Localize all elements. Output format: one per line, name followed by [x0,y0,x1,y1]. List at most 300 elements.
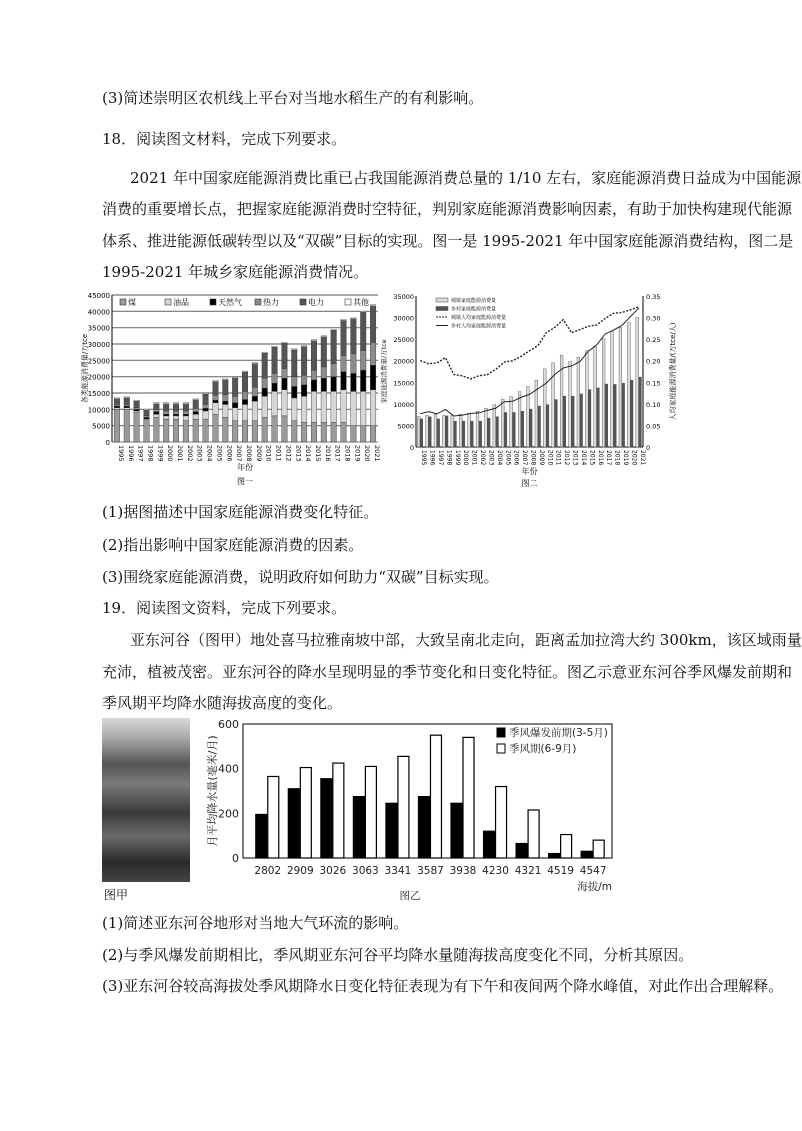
x-tick-label: 2004 [205,445,214,462]
legend-label: 煤 [128,298,136,307]
bar-其他 [154,403,160,404]
bar-其他 [292,349,298,350]
bar-其他 [370,305,376,306]
bar-煤 [144,421,150,442]
bar-油品 [203,411,209,419]
bar-其他 [311,340,317,341]
legend-label: 城镇家庭能源消费量 [451,298,497,304]
bar-季风期(6-9月) [300,768,311,858]
bar-煤 [370,426,376,442]
bar-电力 [203,394,209,404]
y-tick-label: 15000 [393,379,414,388]
y-tick-label: 0 [105,439,110,447]
legend-label: 天然气 [218,298,242,307]
x-tick-label: 1997 [136,445,145,462]
bar-天然气 [272,383,278,391]
bar-城镇家庭能源消费量 [493,405,496,447]
bar-热力 [262,378,268,388]
x-axis-label: 年份 [521,467,538,476]
legend-label: 乡村人均家庭能源消费量 [451,323,507,330]
bar-电力 [282,343,288,368]
bar-煤 [242,421,248,442]
bar-天然气 [193,412,199,415]
y-right-tick-label: 0.05 [646,422,661,431]
bar-天然气 [331,377,337,392]
bar-煤 [360,426,366,442]
x-tick-label: 2014 [304,445,313,462]
x-tick-label: 2005 [215,445,224,462]
bar-油品 [183,416,189,421]
y-tick-label: 5000 [92,422,110,431]
bar-热力 [321,367,327,378]
bar-其他 [252,363,258,364]
bar-油品 [301,396,307,422]
bar-城镇家庭能源消费量 [417,417,420,447]
bar-热力 [272,373,278,383]
q19-paragraph-line: 亚东河谷（图甲）地处喜马拉雅南坡中部，大致呈南北走向，距离孟加拉湾大约 300km，该区域雨量 [130,631,802,649]
bar-煤 [183,421,189,442]
y-tick-label: 35000 [393,293,414,301]
bar-其他 [134,400,140,401]
x-tick-label: 2013 [294,445,303,462]
y-right-tick-label: 0.20 [646,357,661,366]
y-tick-label: 10000 [393,400,414,409]
q19-title: 19．阅读图文资料，完成下列要求。 [102,599,347,617]
bar-乡村家庭能源消费量 [504,412,507,447]
x-tick-label: 4321 [514,865,542,877]
bar-季风期(6-9月) [333,763,344,858]
bar-油品 [213,403,219,414]
x-tick-label: 2009 [254,445,263,462]
x-tick-label: 2016 [323,445,332,462]
legend-label: 季风期(6-9月) [509,743,577,755]
bar-城镇家庭能源消费量 [543,369,546,447]
bar-电力 [331,330,337,363]
bar-城镇家庭能源消费量 [426,416,429,447]
y-axis-label: 家庭能源消费量/万tce [380,339,388,404]
bar-电力 [154,404,160,410]
bar-季风期(6-9月) [463,737,474,858]
bar-乡村家庭能源消费量 [462,421,465,447]
bar-热力 [331,364,337,377]
bar-乡村家庭能源消费量 [546,405,549,447]
x-tick-label: 2020 [630,450,638,466]
legend-label: 油品 [173,298,189,307]
x-tick-label: 1998 [146,445,155,462]
x-tick-label: 4547 [579,865,607,877]
q18-paragraph-line: 2021 年中国家庭能源消费比重已占我国能源消费总量的 1/10 左右，家庭能源消费日益成为中国能源 [130,169,802,187]
y-tick-label: 35000 [87,324,110,333]
q19-paragraph-line: 充沛，植被茂密。亚东河谷的降水呈现明显的季节变化和日变化特征。图乙示意亚东河谷季风爆发前期和 [102,663,793,681]
bar-城镇家庭能源消费量 [594,347,597,447]
bar-其他 [163,403,169,404]
bar-电力 [114,399,120,405]
bar-油品 [341,390,347,423]
bar-电力 [370,306,376,343]
bar-油品 [252,401,258,421]
y-tick-label: 30000 [393,314,414,323]
bar-乡村家庭能源消费量 [454,421,457,447]
legend-swatch [497,728,505,737]
bar-城镇家庭能源消费量 [442,416,445,447]
q19-question-2: (2)与季风爆发前期相比，季风期亚东河谷平均降水量随海拔高度变化不同，分析其原因。 [102,946,694,964]
bar-天然气 [114,406,120,408]
x-tick-label: 1998 [445,450,453,466]
x-tick-label: 2010 [546,450,554,466]
bar-天然气 [301,385,307,396]
x-tick-label: 1999 [156,445,165,462]
bar-季风爆发前期(3-5月) [451,803,462,858]
bar-煤 [124,409,130,442]
bar-乡村家庭能源消费量 [538,406,541,447]
bar-季风爆发前期(3-5月) [549,854,560,858]
y-tick-label: 400 [218,762,239,776]
y-tick-label: 40000 [87,308,110,317]
legend-swatch [300,299,306,305]
bar-乡村家庭能源消费量 [555,400,558,447]
x-tick-label: 2001 [470,450,478,466]
bar-油品 [282,390,288,416]
bar-煤 [311,422,317,442]
bar-乡村家庭能源消费量 [470,421,473,447]
bar-油品 [223,404,229,417]
bar-热力 [134,408,140,410]
bar-乡村家庭能源消费量 [521,411,524,447]
chart-figure-2 [380,286,683,491]
bar-天然气 [134,409,140,411]
x-tick-label: 2000 [462,450,470,466]
y-tick-label: 0 [232,852,239,865]
chart-precipitation [200,712,620,904]
y-tick-label: 30000 [87,341,110,349]
bar-季风爆发前期(3-5月) [386,803,397,858]
bar-城镇家庭能源消费量 [569,362,572,447]
y-axis-label: 各类能源消费量/万tce [81,333,89,404]
bar-煤 [193,419,199,442]
y-tick-label: 600 [218,718,239,731]
x-tick-label: 1995 [420,450,428,466]
bar-城镇家庭能源消费量 [510,397,513,447]
bar-乡村家庭能源消费量 [588,390,591,447]
bar-油品 [134,411,140,413]
bar-电力 [124,398,130,405]
chart-figure-1 [82,286,387,491]
bar-油品 [351,391,357,425]
bar-煤 [292,421,298,442]
bar-油品 [292,398,298,421]
x-tick-label: 2002 [479,450,487,466]
bar-乡村家庭能源消费量 [639,377,642,447]
bar-电力 [262,353,268,378]
x-tick-label: 2007 [235,445,244,462]
bar-热力 [232,396,238,403]
bar-天然气 [321,378,327,391]
bar-油品 [321,391,327,422]
bar-其他 [144,409,150,410]
q18-question-1: (1)据图描述中国家庭能源消费变化特征。 [102,503,379,521]
bar-乡村家庭能源消费量 [613,384,616,447]
bar-城镇家庭能源消费量 [434,414,437,447]
y-tick-label: 5000 [397,422,414,431]
bar-油品 [163,416,169,419]
bar-天然气 [351,373,357,391]
bar-油品 [144,419,150,421]
x-tick-label: 2010 [264,445,273,462]
bar-天然气 [163,414,169,416]
bar-其他 [124,397,130,398]
bar-乡村家庭能源消费量 [580,394,583,447]
bar-其他 [351,318,357,319]
bar-季风期(6-9月) [398,756,409,858]
x-tick-label: 2012 [563,450,571,466]
x-tick-label: 2003 [487,450,495,466]
bar-乡村家庭能源消费量 [529,409,532,447]
bar-季风爆发前期(3-5月) [516,843,527,858]
bar-热力 [114,404,120,406]
x-tick-label: 2007 [521,450,529,466]
x-tick-label: 3026 [319,865,347,877]
bar-热力 [351,354,357,374]
legend-swatch [210,299,216,305]
legend-swatch [436,307,448,311]
y-axis-label: 月平均降水量(毫米/月) [206,735,219,847]
x-tick-label: 2001 [176,445,185,462]
bar-城镇家庭能源消费量 [577,357,580,447]
bar-乡村家庭能源消费量 [513,412,516,447]
bar-城镇家庭能源消费量 [627,323,630,447]
bar-电力 [272,347,278,373]
x-tick-label: 2016 [596,450,604,466]
q18-title: 18．阅读图文材料，完成下列要求。 [102,130,347,148]
bar-季风期(6-9月) [496,787,507,858]
bar-其他 [321,336,327,337]
bar-天然气 [370,365,376,390]
bar-煤 [272,416,278,442]
bar-煤 [331,422,337,442]
bar-城镇家庭能源消费量 [459,414,462,447]
bar-天然气 [252,396,258,401]
y-right-axis-label: 人均家庭能源消费量/(万tce/人) [669,322,677,421]
legend-swatch [255,299,261,305]
bar-油品 [173,416,179,419]
bar-城镇家庭能源消费量 [518,392,521,447]
bar-煤 [213,414,219,442]
bar-电力 [311,341,317,370]
bar-油品 [114,408,120,410]
photo-caption: 图甲 [104,888,129,902]
bar-天然气 [311,380,317,391]
x-tick-label: 3063 [352,865,379,877]
bar-季风爆发前期(3-5月) [353,797,364,858]
legend-label: 城镇人均家庭能源消费量 [451,315,507,321]
bar-煤 [134,413,140,442]
bar-电力 [144,410,150,416]
bar-电力 [223,380,229,395]
legend-label: 电力 [308,298,324,307]
x-tick-label: 4230 [482,865,509,877]
legend-swatch [165,299,171,305]
bar-热力 [301,375,307,385]
bar-其他 [272,346,278,347]
bar-季风爆发前期(3-5月) [288,789,299,858]
bar-煤 [203,419,209,442]
bar-城镇家庭能源消费量 [468,413,471,447]
q17-question-3: (3)简述崇明区农机线上平台对当地水稻生产的有利影响。 [102,89,484,107]
bar-城镇家庭能源消费量 [636,318,639,447]
bar-热力 [282,369,288,379]
q18-paragraph-line: 消费的重要增长点，把握家庭能源消费时空特征，判别家庭能源消费影响因素，有助于加快构建现代能源 [102,200,793,218]
bar-其他 [193,399,199,400]
bar-煤 [262,418,268,443]
bar-电力 [183,404,189,411]
x-tick-label: 2017 [605,450,613,466]
bar-乡村家庭能源消费量 [479,421,482,447]
x-tick-label: 2802 [254,865,282,877]
bar-煤 [301,422,307,442]
x-tick-label: 2013 [571,450,579,466]
x-tick-label: 3587 [417,865,444,877]
bar-油品 [370,390,376,426]
bar-其他 [173,403,179,404]
bar-天然气 [144,418,150,420]
x-tick-label: 1996 [126,445,135,462]
x-tick-label: 2020 [363,445,372,462]
bar-季风爆发前期(3-5月) [256,814,267,858]
y-right-tick-label: 0.30 [646,314,661,323]
bar-电力 [232,378,238,396]
bar-城镇家庭能源消费量 [485,408,488,447]
bar-油品 [262,396,268,417]
bar-城镇家庭能源消费量 [602,339,605,447]
x-tick-label: 2018 [343,445,352,462]
y-right-tick-label: 0 [646,444,651,452]
bar-热力 [292,377,298,387]
x-tick-label: 2021 [638,450,646,466]
bar-油品 [331,391,337,422]
x-tick-label: 2009 [537,450,545,466]
bar-油品 [154,414,160,417]
x-tick-label: 2017 [333,445,342,462]
legend-label: 乡村家庭能源消费量 [451,306,497,313]
bar-热力 [124,404,130,406]
q18-paragraph-line: 体系、推进能源低碳转型以及“双碳”目标的实现。图一是 1995-2021 年中国家庭能源消费结构，图二是 [102,232,794,250]
bar-煤 [163,419,169,442]
bar-热力 [311,370,317,380]
bar-城镇家庭能源消费量 [619,327,622,447]
x-tick-label: 2018 [613,450,621,466]
bar-城镇家庭能源消费量 [611,331,614,447]
x-tick-label: 3938 [449,865,477,877]
q19-paragraph-line: 季风期平均降水随海拔高度的变化。 [102,694,343,712]
y-tick-label: 25000 [87,357,110,366]
bar-其他 [114,398,120,399]
legend-swatch [497,744,505,753]
bar-季风期(6-9月) [593,840,604,858]
bar-电力 [252,364,258,388]
legend-swatch [120,299,126,305]
x-tick-label: 2006 [225,445,234,462]
y-tick-label: 20000 [87,373,110,382]
bar-煤 [173,419,179,442]
bar-热力 [183,411,189,414]
bar-热力 [360,351,366,371]
x-tick-label: 2004 [495,450,503,466]
y-tick-label: 15000 [87,390,110,398]
bar-电力 [242,372,248,391]
bar-其他 [262,352,268,353]
bar-煤 [223,418,229,443]
q18-question-2: (2)指出影响中国家庭能源消费的因素。 [102,536,364,554]
x-tick-label: 2000 [166,445,175,462]
bar-其他 [232,377,238,378]
bar-其他 [341,320,347,321]
bar-乡村家庭能源消费量 [420,419,423,447]
bar-电力 [321,337,327,367]
bar-季风期(6-9月) [430,735,441,858]
bar-热力 [144,416,150,418]
bar-煤 [341,422,347,442]
x-tick-label: 2019 [621,450,629,466]
bar-电力 [292,350,298,377]
bar-热力 [341,355,347,371]
legend-swatch [345,299,351,305]
bar-乡村家庭能源消费量 [496,417,499,447]
bar-热力 [173,411,179,414]
x-tick-label: 1995 [116,445,125,462]
bar-热力 [154,409,160,411]
bar-其他 [223,379,229,380]
bar-油品 [124,408,130,410]
bar-其他 [242,371,248,372]
x-tick-label: 2015 [313,445,322,462]
bar-电力 [193,400,199,408]
y-tick-label: 0 [409,444,414,452]
bar-天然气 [292,386,298,397]
legend-swatch [436,298,448,302]
bar-乡村家庭能源消费量 [622,383,625,447]
legend-label: 季风爆发前期(3-5月) [509,727,608,739]
bar-电力 [341,320,347,355]
bar-乡村家庭能源消费量 [487,418,490,447]
x-tick-label: 2021 [373,445,382,462]
bar-季风期(6-9月) [268,776,279,858]
bar-城镇家庭能源消费量 [585,351,588,447]
bar-油品 [193,414,199,419]
x-tick-label: 4519 [547,865,574,877]
bar-天然气 [341,372,347,390]
bar-其他 [301,346,307,347]
q18-question-3: (3)围绕家庭能源消费，说明政府如何助力“双碳”目标实现。 [102,568,499,586]
bar-天然气 [360,370,366,391]
bar-电力 [301,347,307,375]
y-tick-label: 45000 [87,292,110,300]
bar-煤 [252,421,258,442]
x-tick-label: 2014 [579,450,587,466]
bar-季风爆发前期(3-5月) [484,831,495,858]
chart-title: 图二 [521,479,538,488]
bar-热力 [370,342,376,365]
bar-热力 [223,395,229,402]
x-tick-label: 3341 [384,865,412,877]
x-tick-label: 2008 [245,445,253,462]
bar-乡村家庭能源消费量 [445,416,448,447]
y-tick-label: 10000 [87,406,110,415]
bar-其他 [213,381,219,382]
bar-电力 [163,404,169,411]
bar-其他 [183,403,189,404]
y-tick-label: 25000 [393,336,414,345]
x-tick-label: 1997 [437,450,445,466]
